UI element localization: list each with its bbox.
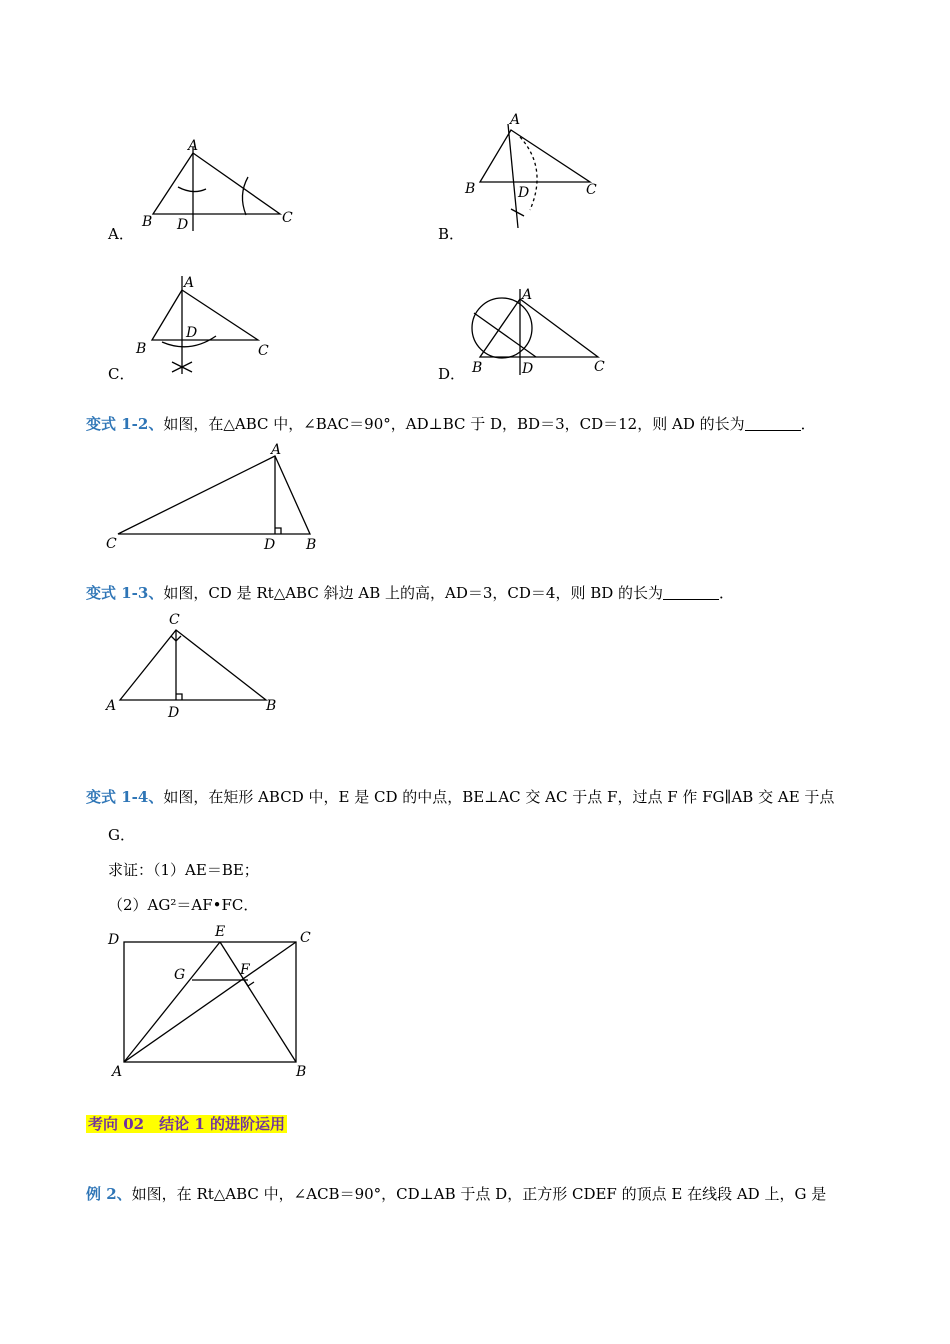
label-C: C <box>300 930 311 946</box>
figure-variant-1-4 <box>100 920 330 1080</box>
label-A: A <box>184 275 195 291</box>
figure-option-c <box>130 270 280 380</box>
label-F: F <box>240 962 250 978</box>
variant-label: 变式 1-2、 <box>86 415 164 433</box>
label-D: D <box>186 325 198 341</box>
variant-1-3-question <box>86 582 734 603</box>
example-2-question <box>86 1183 826 1204</box>
label-G: G <box>174 967 186 983</box>
label-B: B <box>266 698 277 714</box>
question-end: ． <box>719 584 735 602</box>
option-a[interactable]: A． <box>108 225 134 243</box>
label-D: D <box>518 185 530 201</box>
label-D: D <box>168 705 180 721</box>
label-C: C <box>594 359 605 375</box>
figure-variant-1-2 <box>100 440 330 555</box>
option-b[interactable]: B． <box>438 225 465 243</box>
label-D: D <box>264 537 276 553</box>
label-D: D <box>177 217 189 233</box>
variant-label: 变式 1-3、 <box>86 584 164 602</box>
variant-1-4-question <box>86 786 834 807</box>
variant-label: 变式 1-4、 <box>86 788 164 806</box>
label-B: B <box>306 537 317 553</box>
question-text: 如图，在矩形 ABCD 中，E 是 CD 的中点，BE⊥AC 交 AC 于点 F，过点 F 作 FG∥AB 交 AE 于点 <box>163 788 835 806</box>
answer-blank[interactable] <box>663 585 719 600</box>
label-D: D <box>522 361 534 377</box>
figure-variant-1-3 <box>100 608 290 723</box>
question-text: 如图，在 Rt△ABC 中，∠ACB＝90°，CD⊥AB 于点 D，正方形 CDEF 的顶点 E 在线段 AD 上，G 是 <box>131 1185 827 1203</box>
label-A: A <box>522 287 533 303</box>
option-c[interactable]: C． <box>108 365 135 383</box>
figure-option-d <box>460 283 620 383</box>
label-A: A <box>112 1064 123 1080</box>
label-C: C <box>106 536 117 552</box>
label-B: B <box>136 341 147 357</box>
label-B: B <box>465 181 476 197</box>
question-text: 如图，在△ABC 中，∠BAC＝90°，AD⊥BC 于 D，BD＝3，CD＝12，则 AD 的长为 <box>163 415 745 433</box>
label-D: D <box>108 932 120 948</box>
question-text: 如图，CD 是 Rt△ABC 斜边 AB 上的高，AD＝3，CD＝4，则 BD 的长为 <box>163 584 664 602</box>
prove-part-2: （2）AG²＝AF•FC． <box>108 896 259 914</box>
prove-part-1: 求证：（1）AE＝BE； <box>108 861 259 879</box>
label-C: C <box>586 182 597 198</box>
question-end: ． <box>800 415 816 433</box>
section-title: 考向 02 结论 1 的进阶运用 <box>88 1115 285 1133</box>
variant-1-4-question-cont: G． <box>108 826 135 844</box>
label-C: C <box>169 612 180 628</box>
label-B: B <box>142 214 153 230</box>
label-B: B <box>472 360 483 376</box>
label-A: A <box>271 442 282 458</box>
answer-blank[interactable] <box>745 416 801 431</box>
label-C: C <box>258 343 269 359</box>
variant-1-2-question <box>86 413 816 434</box>
example-label: 例 2、 <box>86 1185 132 1203</box>
option-d[interactable]: D． <box>438 365 466 383</box>
label-E: E <box>215 924 226 940</box>
figure-option-a <box>130 135 310 245</box>
figure-option-b <box>460 110 620 235</box>
section-heading <box>86 1113 287 1134</box>
label-A: A <box>188 138 199 154</box>
label-A: A <box>510 112 521 128</box>
label-C: C <box>282 210 293 226</box>
label-B: B <box>296 1064 307 1080</box>
label-A: A <box>106 698 117 714</box>
